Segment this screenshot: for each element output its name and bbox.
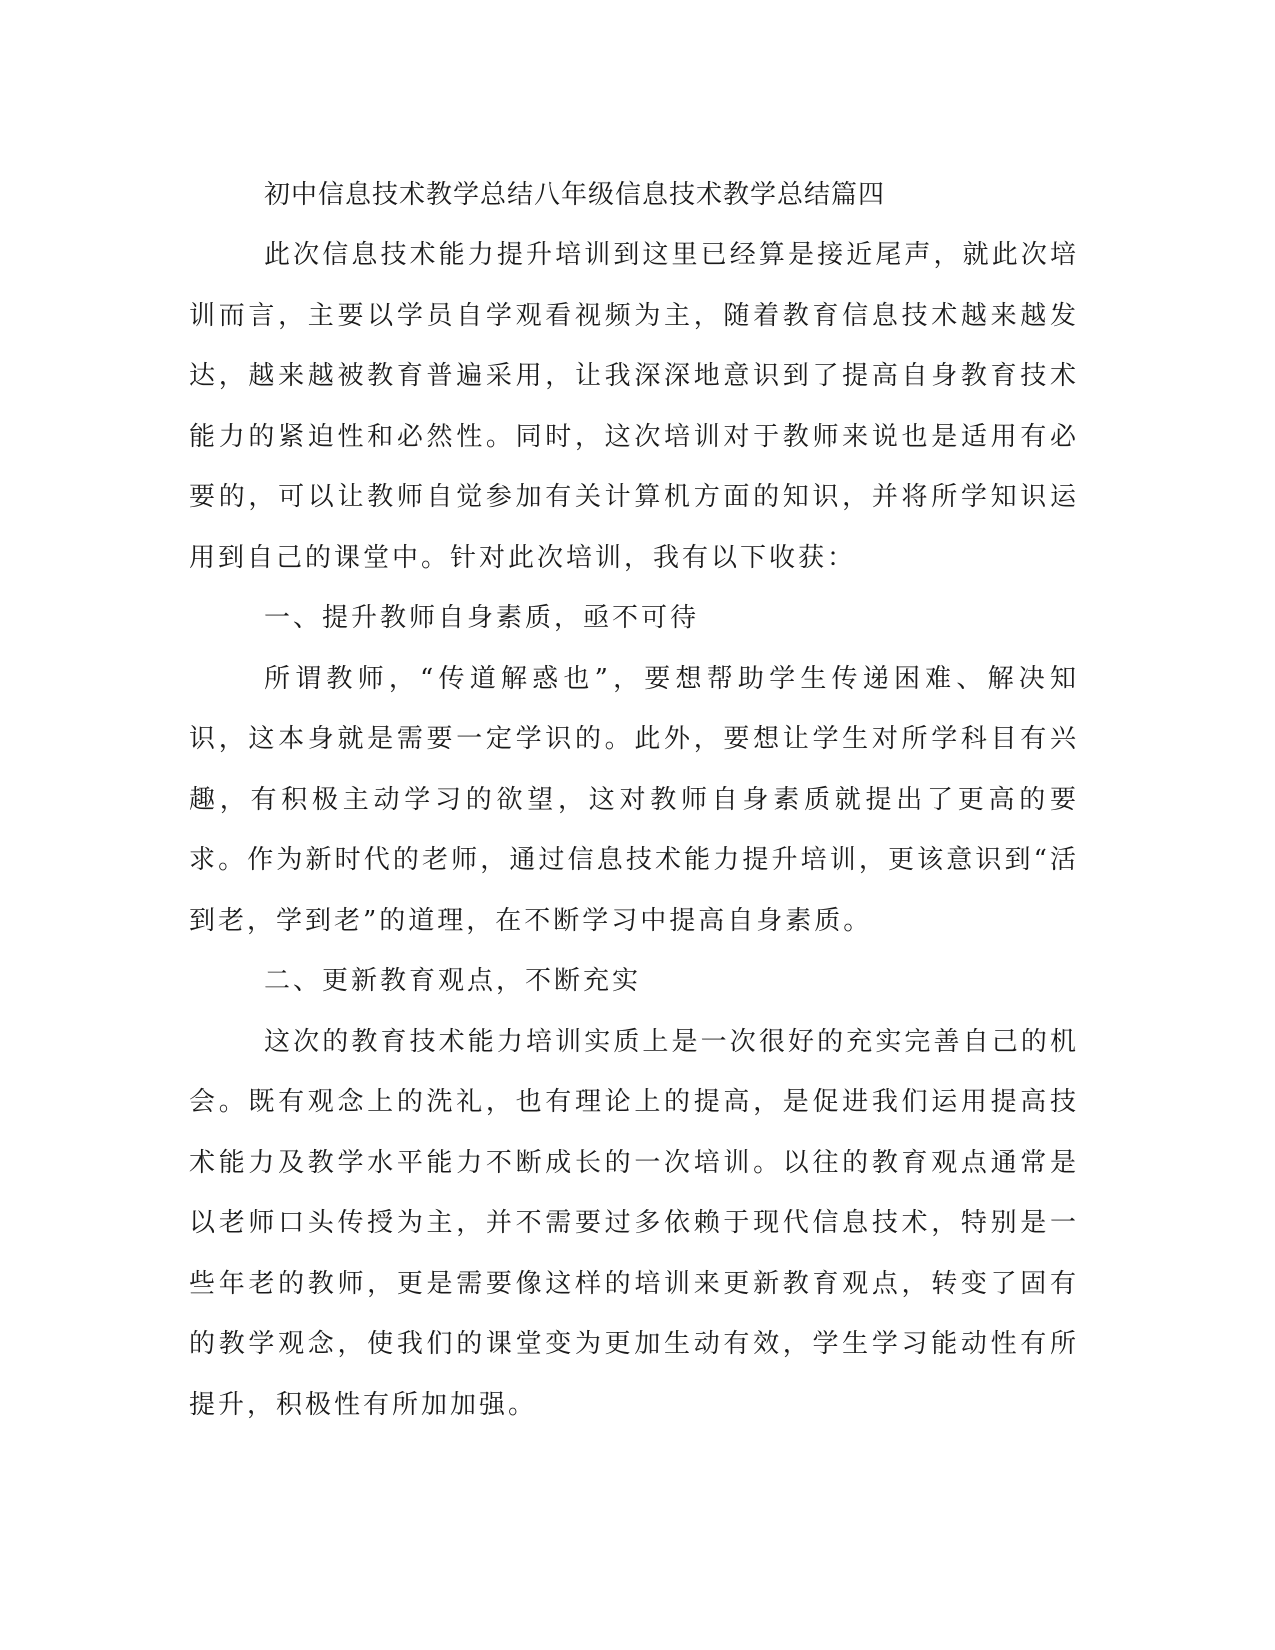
document-page xyxy=(189,165,1079,1435)
section-2-paragraph: 这次的教育技术能力培训实质上是一次很好的充实完善自己的机会。既有观念上的洗礼，也有理论上的提高，是促进我们运用提高技术能力及教学水平能力不断成长的一次培训。以往的教育观点通常是以老师口头传授为主，并不需要过多依赖于现代信息技术，特别是一些年老的教师，更是需要像这样的培训来更新教育观点，转变了固有的教学观念，使我们的课堂变为更加生动有效，学生学习能动性有所提升，积极性有所加加强。 xyxy=(189,1026,1079,1420)
document-title: 初中信息技术教学总结八年级信息技术教学总结篇四 xyxy=(264,180,886,210)
section-heading-2: 二、更新教育观点，不断充实 xyxy=(264,966,642,996)
section-1-paragraph: 所谓教师，“传道解惑也”，要想帮助学生传递困难、解决知识，这本身就是需要一定学识的。此外，要想让学生对所学科目有兴趣，有积极主动学习的欲望，这对教师自身素质就提出了更高的要求。作为新时代的老师，通过信息技术能力提升培训，更该意识到“活到老，学到老”的道理，在不断学习中提高自身素质。 xyxy=(189,663,1079,936)
intro-paragraph: 此次信息技术能力提升培训到这里已经算是接近尾声，就此次培训而言，主要以学员自学观看视频为主，随着教育信息技术越来越发达，越来越被教育普遍采用，让我深深地意识到了提高自身教育技术能力的紧迫性和必然性。同时，这次培训对于教师来说也是适用有必要的，可以让教师自觉参加有关计算机方面的知识，并将所学知识运用到自己的课堂中。针对此次培训，我有以下收获： xyxy=(189,240,1079,573)
section-heading-1: 一、提升教师自身素质，亟不可待 xyxy=(264,603,700,633)
